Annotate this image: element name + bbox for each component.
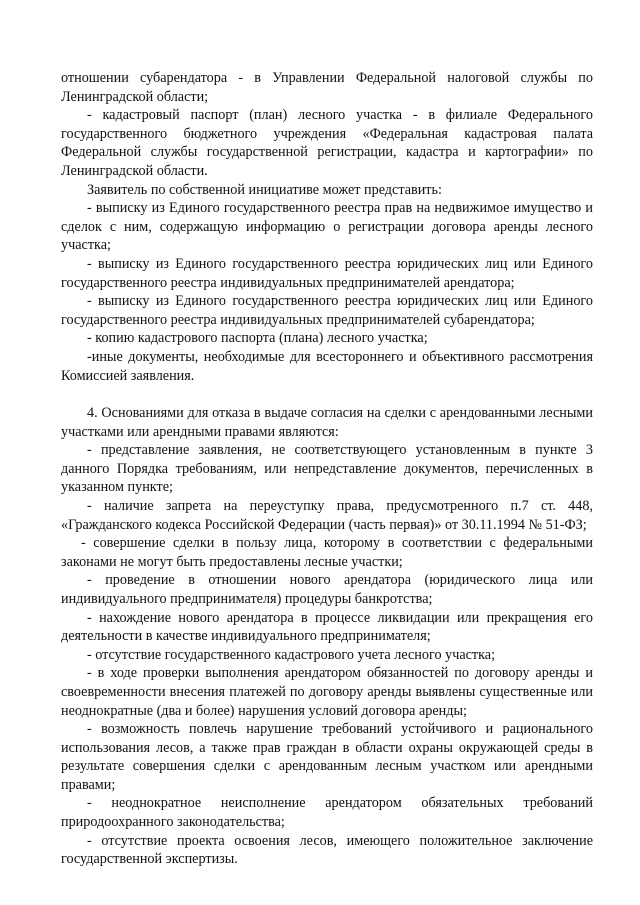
list-item-assignment-ban: - наличие запрета на переуступку права, предусмотренного п.7 ст. 448, «Гражданского кодекса Российской Федерации (часть первая)» от 30.11.1994 № 51-ФЗ; xyxy=(61,497,593,533)
paragraph-optional-intro: Заявитель по собственной инициативе может представить: xyxy=(87,181,442,198)
list-item-cadastral-copy: - копию кадастрового паспорта (плана) лесного участка; xyxy=(87,330,428,347)
list-item-register-tenant: - выписку из Единого государственного реестра юридических лиц или Единого государственного реестра индивидуальных предпринимателей арендатора; xyxy=(61,255,593,291)
list-item-register-subtenant: - выписку из Единого государственного реестра юридических лиц или Единого государственного реестра индивидуальных предпринимателей субарендатора; xyxy=(61,293,593,328)
list-item-improper-application: - представление заявления, не соответствующего установленным в пункте 3 данного Порядка требованиям, или непредставление документов, перечисленных в указанном пункте; xyxy=(61,442,593,496)
list-item-no-forest-project: - отсутствие проекта освоения лесов, имеющего положительное заключение государственной экспертизы. xyxy=(61,832,593,868)
document-section-refusal-grounds xyxy=(61,404,593,869)
list-item-property-register: - выписку из Единого государственного реестра прав на недвижимое имущество и сделок с ним, содержащую информацию о регистрации договора аренды лесного участка; xyxy=(61,200,593,254)
list-item-ineligible-party: - совершение сделки в пользу лица, которому в соответствии с федеральными законами не могут быть предоставлены лесные участки; xyxy=(61,535,593,570)
list-item-liquidation: - нахождение нового арендатора в процессе ликвидации или прекращения его деятельности в качестве индивидуального предпринимателя; xyxy=(61,609,593,645)
list-item-lease-violations: - в ходе проверки выполнения арендатором обязанностей по договору аренды и своевременности внесения платежей по договору аренды выявлены существенные или неоднократные (два и более) нарушения условий договора аренды; xyxy=(61,665,593,719)
list-item-no-cadastral-record: - отсутствие государственного кадастрового учета лесного участка; xyxy=(87,646,496,663)
list-item-environmental-noncompliance: - неоднократное неисполнение арендатором обязательных требований природоохранного законодательства; xyxy=(61,795,593,831)
paragraph-section-4-heading: 4. Основаниями для отказа в выдаче согласия на сделки с арендованными лесными участками или арендными правами являются: xyxy=(61,405,593,440)
list-item-bankruptcy: - проведение в отношении нового арендатора (юридического лица или индивидуального предпринимателя) процедуры банкротства; xyxy=(61,572,593,607)
document-section-requirements xyxy=(61,69,593,385)
paragraph-cadastral-passport: - кадастровый паспорт (план) лесного участка - в филиале Федерального государственного бюджетного учреждения «Федеральная кадастровая палата Федеральной службы государственной регистрации, кадастра и картографии» по Ленинградской области. xyxy=(61,107,593,179)
list-item-other-documents: -иные документы, необходимые для всестороннего и объективного рассмотрения Комиссией заявления. xyxy=(61,348,593,384)
list-item-sustainability-risk: - возможность повлечь нарушение требований устойчивого и рационального использования лесов, а также прав граждан в области охраны окружающей среды в результате совершения сделки с арендованным лесным участком или арендными правами; xyxy=(61,721,593,793)
paragraph-continuation: отношении субарендатора - в Управлении Федеральной налоговой службы по Ленинградской области; xyxy=(61,70,593,105)
